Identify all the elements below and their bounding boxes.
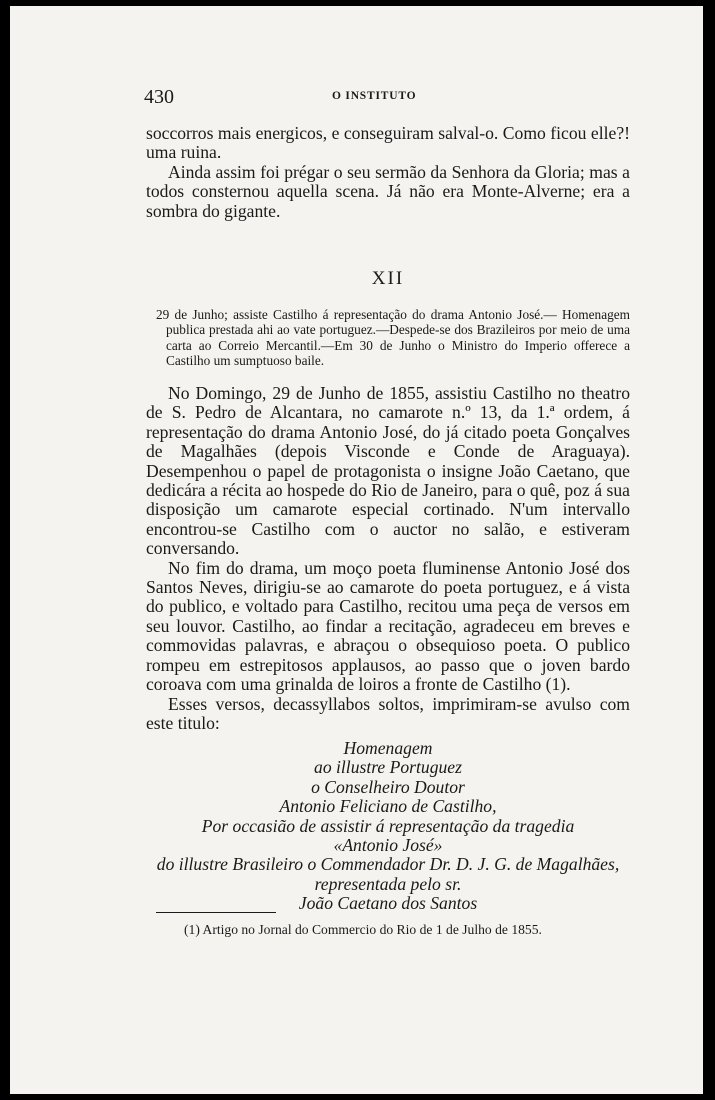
paragraph: Ainda assim foi prégar o seu sermão da Senhora da Gloria; mas a todos consternou aquella scena. Já não era Monte-Alverne; era a sombra do gigante. [146, 161, 630, 221]
book-page [10, 6, 703, 1094]
dedication-line: Antonio Feliciano de Castilho, [279, 796, 497, 817]
dedication-line: «Antonio José» [333, 835, 443, 856]
paragraph: Esses versos, decassyllabos soltos, imprimiram-se avulso com este titulo: [146, 693, 630, 733]
running-title: O INSTITUTO [332, 90, 417, 102]
dedication-line: Por occasião de assistir á representação da tragedia [201, 815, 575, 836]
dedication-line: Homenagem [343, 738, 433, 758]
section-summary [156, 307, 630, 368]
dedication-line: representada pelo sr. [314, 873, 462, 894]
page-number: 430 [144, 86, 174, 108]
dedication-line: ao illustre Portuguez [314, 757, 462, 778]
paragraph: soccorros mais energicos, e conseguiram salval-o. Como ficou elle?! uma ruina. [146, 123, 630, 163]
footnote: (1) Artigo no Jornal do Commercio do Rio de 1 de Julho de 1855. [184, 922, 542, 937]
main-text [146, 384, 630, 733]
dedication-line: do illustre Brasileiro o Commendador Dr. D. J. G. de Magalhães, [156, 854, 620, 875]
summary-text: 29 de Junho; assiste Castilho á representação do drama Antonio José.— Homenagem publica prestada ahi ao vate portuguez.—Despede-se dos Brazileiros por meio de uma carta ao Correio Mercantil.—Em 30 de Junho o Ministro do Imperio offerece a Castilho um sumptuoso baile. [156, 307, 630, 368]
section-heading: XII [371, 268, 405, 289]
footnote-rule [156, 912, 276, 913]
paragraph: No fim do drama, um moço poeta fluminense Antonio José dos Santos Neves, dirigiu-se ao camarote do poeta portuguez, e á vista do publico, e voltado para Castilho, recitou uma peça de versos em seu louvor. Castilho, ao findar a recitação, agradeceu em breves e commovidas palavras, e abraçou o obsequioso poeta. O publico rompeu em estrepitosos applausos, ao passo que o joven bardo coroava com uma grinalda de loiros a fronte de Castilho (1). [146, 557, 630, 695]
dedication-line: João Caetano dos Santos [298, 893, 478, 914]
paragraph: No Domingo, 29 de Junho de 1855, assistiu Castilho no theatro de S. Pedro de Alcantara, no camarote n.º 13, da 1.ª ordem, á representação do drama Antonio José, do já citado poeta Gonçalves de Magalhães (depois Visconde e Conde de Araguaya). Desempenhou o papel de protagonista o insigne João Caetano, que dedicára a récita ao hospede do Rio de Janeiro, para o quê, poz á sua disposição um camarote especial cortinado. N'um intervallo encontrou-se Castilho com o auctor no salão, e estiveram conversando. [146, 383, 630, 559]
dedication-line: o Conselheiro Doutor [311, 776, 465, 797]
dedication-title [146, 739, 630, 914]
page-header [144, 86, 640, 110]
opening-text [146, 124, 630, 221]
